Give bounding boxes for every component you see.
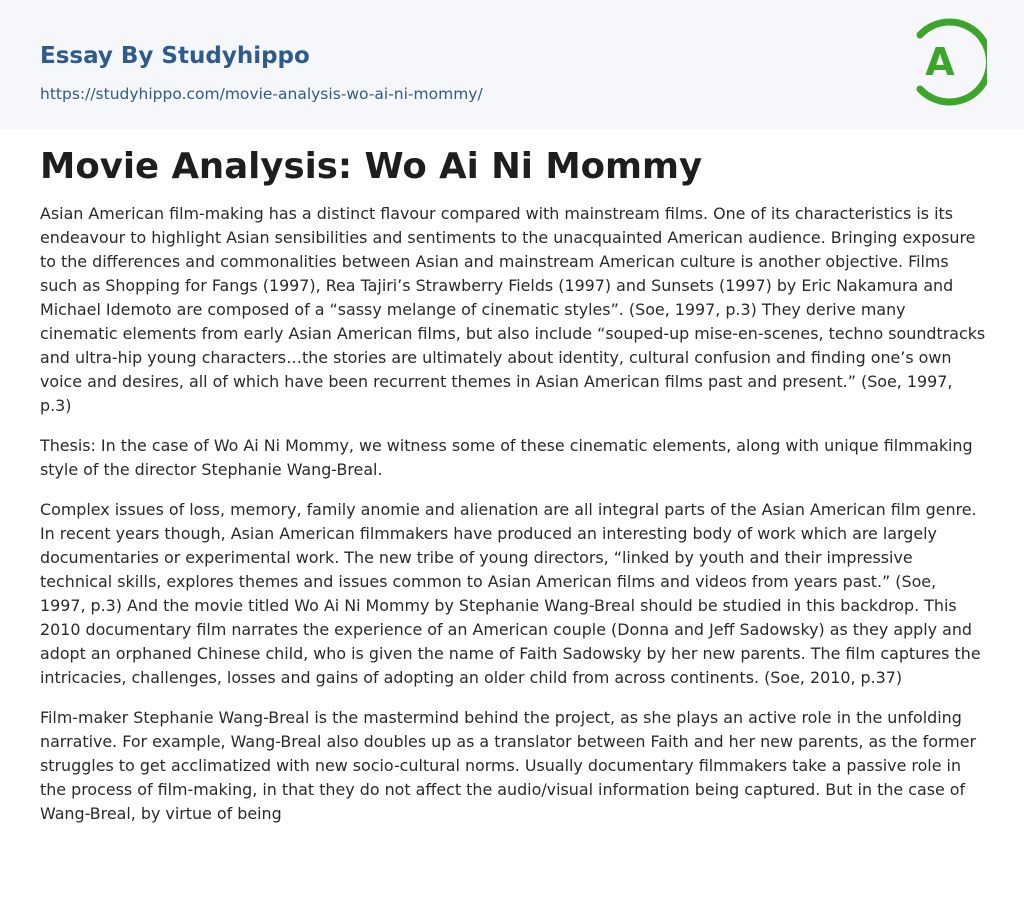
page-header: [0, 0, 1024, 129]
article-title: Movie Analysis: Wo Ai Ni Mommy: [40, 146, 703, 187]
brand-title[interactable]: Essay By Studyhippo: [40, 43, 310, 69]
logo-letter: A: [925, 40, 955, 84]
article: [40, 140, 986, 842]
article-paragraph: Film-maker Stephanie Wang-Breal is the mastermind behind the project, as she plays an active role in the unfolding narrative. For example, Wang-Breal also doubles up as a translator between Faith and her new parents, as the former struggles to get acclimatized with new socio-cultural norms. Usually documentary filmmakers take a passive role in the process of film-making, in that they do not affect the audio/visual information being captured. But in the case of Wang-Breal, by virtue of being: [40, 708, 977, 823]
article-paragraph: Complex issues of loss, memory, family anomie and alienation are all integral parts of the Asian American film genre. In recent years though, Asian American filmmakers have produced an interesting body of work which are largely documentaries or experimental work. The new tribe of young directors, “linked by youth and their impressive technical skills, explores themes and issues common to Asian American films and videos from years past.” (Soe, 1997, p.3) And the movie titled Wo Ai Ni Mommy by Stephanie Wang-Breal should be studied in this backdrop. This 2010 documentary film narrates the experience of an American couple (Donna and Jeff Sadowsky) as they apply and adopt an orphaned Chinese child, who is given the name of Faith Sadowsky by her new parents. The film captures the intricacies, challenges, losses and gains of adopting an older child from across continents. (Soe, 2010, p.37): [40, 500, 981, 687]
studyhippo-logo-icon[interactable]: [913, 18, 987, 106]
source-url-link[interactable]: https://studyhippo.com/movie-analysis-wo-ai-ni-mommy/: [40, 85, 483, 103]
article-paragraph: Asian American film-making has a distinct flavour compared with mainstream films. One of its characteristics is its endeavour to highlight Asian sensibilities and sentiments to the unacquainted American audience. Bringing exposure to the differences and commonalities between Asian and mainstream American culture is another objective. Films such as Shopping for Fangs (1997), Rea Tajiri’s Strawberry Fields (1997) and Sunsets (1997) by Eric Nakamura and Michael Idemoto are composed of a “sassy melange of cinematic styles”. (Soe, 1997, p.3) They derive many cinematic elements from early Asian American films, but also include “souped-up mise-en-scenes, techno soundtracks and ultra-hip young characters…the stories are ultimately about identity, cultural confusion and finding one’s own voice and desires, all of which have been recurrent themes in Asian American films past and present.” (Soe, 1997, p.3): [40, 204, 986, 415]
article-paragraph: Thesis: In the case of Wo Ai Ni Mommy, we witness some of these cinematic elements, along with unique filmmaking style of the director Stephanie Wang-Breal.: [40, 436, 973, 479]
